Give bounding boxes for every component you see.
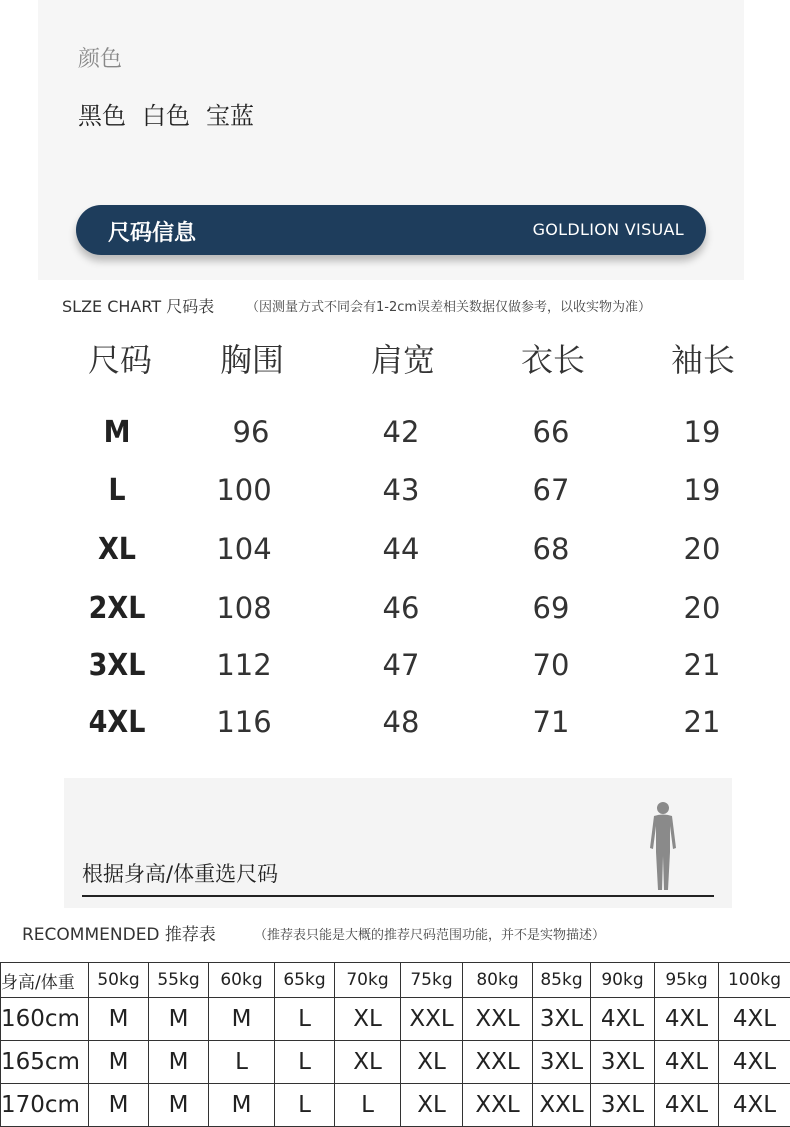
size-cell: L (209, 1041, 275, 1084)
size-cell: L (335, 1084, 401, 1127)
chest-value: 116 (174, 705, 314, 739)
size-chart-row (40, 473, 780, 525)
size-chart-header: 尺码 (50, 335, 190, 381)
size-chart-heading: SLZE CHART 尺码表 (62, 294, 214, 317)
recommend-header: 100kg (719, 963, 790, 998)
recommend-header: 55kg (149, 963, 209, 998)
recommend-row (1, 1041, 790, 1084)
size-label: 3XL (47, 648, 187, 683)
recommend-table (0, 962, 790, 1127)
recommend-header: 身高/体重 (1, 963, 89, 998)
chest-value: 112 (174, 648, 314, 682)
shoulder-value: 42 (331, 415, 471, 449)
size-label: L (47, 473, 187, 508)
size-cell: XXL (533, 1084, 591, 1127)
length-value: 70 (481, 648, 621, 682)
size-cell: 4XL (591, 998, 655, 1041)
size-chart-row (40, 532, 780, 584)
recommend-header-row (1, 963, 790, 998)
size-cell: 4XL (655, 1084, 719, 1127)
recommend-row (1, 998, 790, 1041)
sleeve-value: 20 (632, 591, 772, 625)
size-cell: L (275, 998, 335, 1041)
size-label: 2XL (47, 591, 187, 626)
size-cell: M (89, 1084, 149, 1127)
size-cell: L (275, 1041, 335, 1084)
height-cell: 160cm (1, 998, 89, 1041)
size-cell: M (149, 1084, 209, 1127)
length-value: 66 (481, 415, 621, 449)
size-label: M (47, 415, 187, 450)
shoulder-value: 48 (331, 705, 471, 739)
recommend-header: 50kg (89, 963, 149, 998)
color-label: 颜色 (78, 42, 122, 73)
size-cell: XL (401, 1041, 463, 1084)
length-value: 69 (481, 591, 621, 625)
sleeve-value: 21 (632, 705, 772, 739)
size-chart-header: 衣长 (483, 335, 623, 381)
size-cell: XL (335, 1041, 401, 1084)
size-cell: XL (335, 998, 401, 1041)
banner-title: 尺码信息 (108, 216, 196, 247)
chest-value: 104 (174, 532, 314, 566)
size-chart-row (40, 705, 780, 757)
size-chart-note: （因测量方式不同会有1-2cm误差相关数据仅做参考，以收实物为准） (246, 296, 651, 315)
length-value: 71 (481, 705, 621, 739)
size-cell: L (275, 1084, 335, 1127)
sleeve-value: 20 (632, 532, 772, 566)
shoulder-value: 46 (331, 591, 471, 625)
size-chart-header: 袖长 (633, 335, 773, 381)
height-cell: 170cm (1, 1084, 89, 1127)
size-cell: 4XL (655, 998, 719, 1041)
size-chart-row (40, 648, 780, 700)
recommend-row (1, 1084, 790, 1127)
recommend-heading: RECOMMENDED 推荐表 (22, 920, 216, 945)
size-cell: 4XL (719, 1084, 790, 1127)
sleeve-value: 21 (632, 648, 772, 682)
size-cell: M (209, 1084, 275, 1127)
size-cell: XL (401, 1084, 463, 1127)
size-chart-header: 肩宽 (333, 335, 473, 381)
size-label: 4XL (47, 705, 187, 740)
recommend-header: 80kg (463, 963, 533, 998)
size-chart-row (40, 415, 780, 467)
size-cell: M (149, 998, 209, 1041)
size-cell: XXL (401, 998, 463, 1041)
size-cell: M (89, 998, 149, 1041)
color-option: 宝蓝 (206, 96, 254, 131)
size-chart-header: 胸围 (182, 335, 322, 381)
size-info-banner (76, 205, 706, 255)
recommend-divider (82, 895, 714, 897)
size-cell: M (209, 998, 275, 1041)
recommend-header: 85kg (533, 963, 591, 998)
size-cell: M (89, 1041, 149, 1084)
shoulder-value: 47 (331, 648, 471, 682)
size-chart-header-row (40, 335, 780, 387)
recommend-header: 75kg (401, 963, 463, 998)
sleeve-value: 19 (632, 473, 772, 507)
size-cell: 3XL (533, 998, 591, 1041)
size-cell: 4XL (719, 998, 790, 1041)
color-option: 黑色 (78, 96, 126, 131)
chest-value: 108 (174, 591, 314, 625)
recommend-note: （推荐表只能是大概的推荐尺码范围功能，并不是实物描述） (254, 924, 605, 943)
size-cell: XXL (463, 1084, 533, 1127)
length-value: 67 (481, 473, 621, 507)
recommend-header: 65kg (275, 963, 335, 998)
recommend-header: 95kg (655, 963, 719, 998)
size-cell: 3XL (533, 1041, 591, 1084)
chest-value: 100 (174, 473, 314, 507)
color-option: 白色 (142, 96, 190, 131)
size-cell: 4XL (655, 1041, 719, 1084)
recommend-header: 70kg (335, 963, 401, 998)
size-cell: XXL (463, 998, 533, 1041)
recommend-header: 60kg (209, 963, 275, 998)
shoulder-value: 44 (331, 532, 471, 566)
size-chart-row (40, 591, 780, 643)
sleeve-value: 19 (632, 415, 772, 449)
recommend-title: 根据身高/体重选尺码 (82, 858, 278, 888)
length-value: 68 (481, 532, 621, 566)
chest-value: 96 (181, 415, 321, 449)
size-cell: M (149, 1041, 209, 1084)
color-options (78, 96, 254, 131)
size-cell: 3XL (591, 1084, 655, 1127)
person-silhouette-icon (646, 800, 680, 892)
size-label: XL (47, 532, 187, 567)
recommend-header: 90kg (591, 963, 655, 998)
banner-brand: GOLDLION VISUAL (533, 220, 684, 239)
size-cell: XXL (463, 1041, 533, 1084)
recommend-background (64, 778, 732, 908)
shoulder-value: 43 (331, 473, 471, 507)
size-cell: 3XL (591, 1041, 655, 1084)
height-cell: 165cm (1, 1041, 89, 1084)
size-cell: 4XL (719, 1041, 790, 1084)
